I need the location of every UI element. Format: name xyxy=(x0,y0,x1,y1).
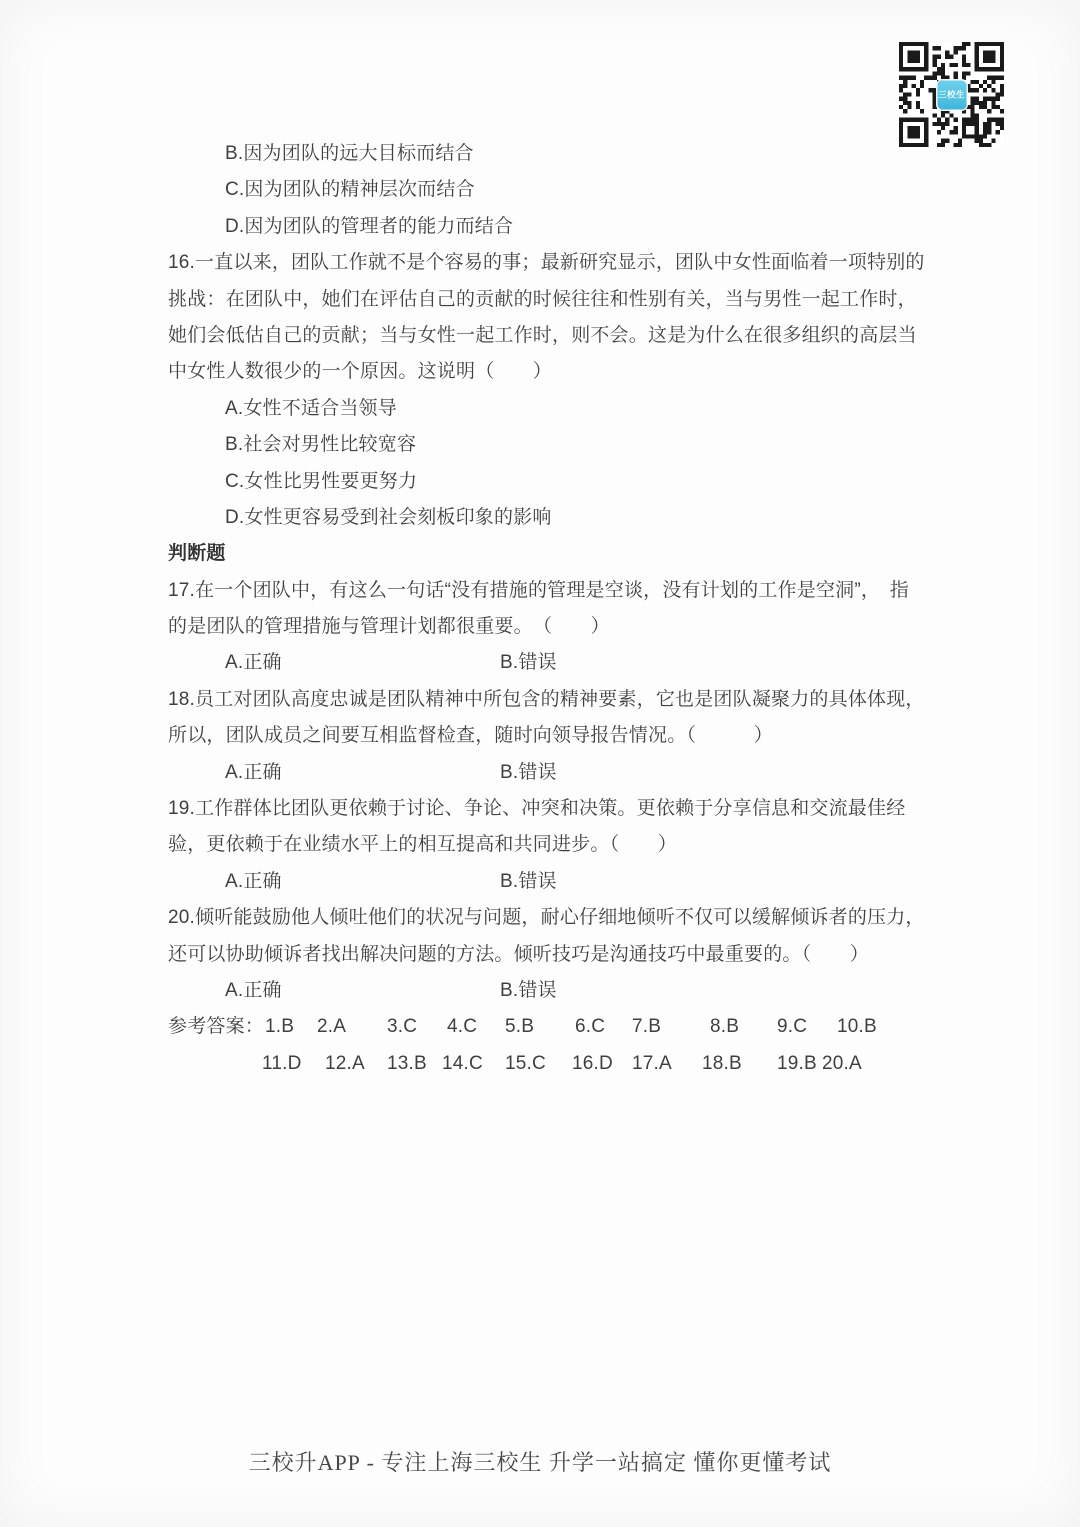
question-17-line-1: 17.在一个团队中，有这么一句话“没有措施的管理是空谈，没有计划的工作是空洞”， 指 xyxy=(168,579,909,601)
question-20-line-2: 还可以协助倾诉者找出解决问题的方法。倾听技巧是沟通技巧中最重要的。（ ） xyxy=(168,943,869,965)
answer-key-row-1 xyxy=(168,1009,916,1045)
answer-11: 11.D xyxy=(262,1052,302,1074)
question-18-line-1: 18.员工对团队高度忠诚是团队精神中所包含的精神要素，它也是团队凝聚力的具体体现， xyxy=(168,688,925,710)
answer-2: 2.A xyxy=(317,1016,347,1038)
question-19-line-2: 验，更依赖于在业绩水平上的相互提高和共同进步。（ ） xyxy=(168,834,677,856)
question-16-line-2: 挑战：在团队中，她们在评估自己的贡献的时候往往和性别有关，当与男性一起工作时， xyxy=(168,288,917,310)
answer-12: 12.A xyxy=(325,1052,365,1074)
answer-14: 14.C xyxy=(442,1052,483,1074)
answer-1: 1.B xyxy=(265,1016,295,1038)
question-16-option-c: C.女性比男性要更努力 xyxy=(225,470,418,492)
question-19-tf-options xyxy=(168,864,916,900)
tf-option-wrong: B.错误 xyxy=(500,761,557,783)
tf-option-wrong: B.错误 xyxy=(500,652,557,674)
tf-option-correct: A.正确 xyxy=(225,652,282,674)
answer-18: 18.B xyxy=(702,1052,742,1074)
question-16-option-d: D.女性更容易受到社会刻板印象的影响 xyxy=(225,506,552,528)
question-16-line-1: 16.一直以来，团队工作就不是个容易的事；最新研究显示，团队中女性面临着一项特别的 xyxy=(168,252,925,274)
question-20-line-1: 20.倾听能鼓励他人倾吐他们的状况与问题，耐心仔细地倾听不仅可以缓解倾诉者的压力， xyxy=(168,907,925,929)
answer-10: 10.B xyxy=(837,1016,877,1038)
question-18-line-2: 所以，团队成员之间要互相监督检查，随时向领导报告情况。（ ） xyxy=(168,725,773,747)
qr-center-logo xyxy=(937,80,966,109)
question-16-option-a: A.女性不适合当领导 xyxy=(225,397,397,419)
answer-16: 16.D xyxy=(572,1052,613,1074)
answer-17: 17.A xyxy=(632,1052,672,1074)
option-line-b: B.因为团队的远大目标而结合 xyxy=(225,143,474,164)
answer-key-label: 参考答案： xyxy=(168,1016,265,1038)
answer-8: 8.B xyxy=(710,1016,740,1038)
option-line-c: C.因为团队的精神层次而结合 xyxy=(225,179,475,201)
qr-logo-text: 三校生 xyxy=(937,89,965,100)
option-line-d: D.因为团队的管理者的能力而结合 xyxy=(225,215,514,237)
answer-4: 4.C xyxy=(447,1016,478,1038)
tf-option-wrong: B.错误 xyxy=(500,979,557,1001)
answer-19: 19.B xyxy=(777,1052,817,1074)
answer-9: 9.C xyxy=(777,1016,808,1038)
footer-branding: 三校升APP - 专注上海三校生 升学一站搞定 懂你更懂考试 xyxy=(248,1450,832,1475)
answer-3: 3.C xyxy=(387,1016,418,1038)
question-17-tf-options xyxy=(168,645,916,681)
answer-6: 6.C xyxy=(575,1016,606,1038)
answer-20: 20.A xyxy=(822,1052,862,1074)
tf-option-correct: A.正确 xyxy=(225,979,282,1001)
answer-13: 13.B xyxy=(387,1052,427,1074)
exam-content xyxy=(168,136,925,1082)
question-16-line-4: 中女性人数很少的一个原因。这说明（ ） xyxy=(168,361,553,383)
answer-7: 7.B xyxy=(632,1016,662,1038)
question-20-tf-options xyxy=(168,973,916,1009)
tf-option-correct: A.正确 xyxy=(225,761,282,783)
qr-code-icon xyxy=(899,39,1004,150)
question-16-option-b: B.社会对男性比较宽容 xyxy=(225,434,417,456)
answer-5: 5.B xyxy=(505,1016,535,1038)
section-title: 判断题 xyxy=(168,543,226,565)
question-19-line-1: 19.工作群体比团队更依赖于讨论、争论、冲突和决策。更依赖于分享信息和交流最佳经 xyxy=(168,798,906,820)
question-18-tf-options xyxy=(168,755,916,791)
question-17-line-2: 的是团队的管理措施与管理计划都很重要。 （ ） xyxy=(168,616,610,638)
answer-15: 15.C xyxy=(505,1052,546,1074)
answer-key-row-2 xyxy=(168,1046,916,1082)
tf-option-wrong: B.错误 xyxy=(500,870,557,892)
tf-option-correct: A.正确 xyxy=(225,870,282,892)
question-16-line-3: 她们会低估自己的贡献；当与女性一起工作时，则不会。这是为什么在很多组织的高层当 xyxy=(168,324,917,346)
